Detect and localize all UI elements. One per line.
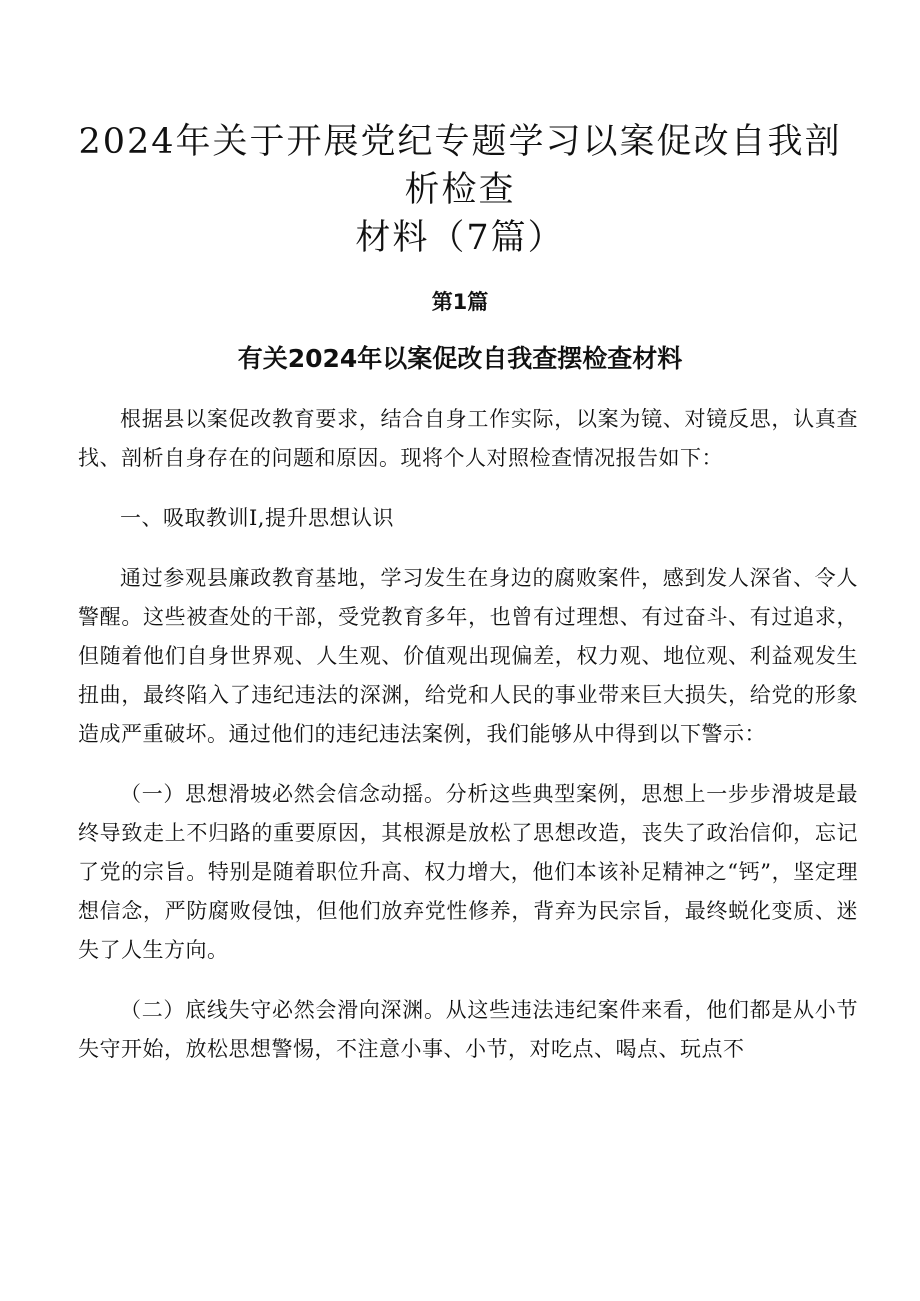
paragraph-point-1: （一）思想滑坡必然会信念动摇。分析这些典型案例，思想上一步步滑坡是最终导致走上不归路的重要原因，其根源是放松了思想改造，丧失了政治信仰，忘记了党的宗旨。特别是随着职位升高、权力增大，他们本该补足精神之“钙”，坚定理想信念，严防腐败侵蚀，但他们放弃党性修养，背弃为民宗旨，最终蜕化变质、迷失了人生方向。 xyxy=(78,782,858,962)
chapter-label: 第1篇 xyxy=(431,290,489,314)
document-title-line-2: 材料（7篇） xyxy=(355,218,565,258)
document-title xyxy=(60,118,860,262)
chapter-title: 有关2024年以案促改自我查摆检查材料 xyxy=(237,344,683,373)
paragraph-intro: 根据县以案促改教育要求，结合自身工作实际，以案为镜、对镜反思，认真查找、剖析自身存在的问题和原因。现将个人对照检查情况报告如下： xyxy=(78,407,858,470)
body-text xyxy=(78,400,858,1090)
paragraph-lessons: 通过参观县廉政教育基地，学习发生在身边的腐败案件，感到发人深省、令人警醒。这些被查处的干部，受党教育多年，也曾有过理想、有过奋斗、有过追求，但随着他们自身世界观、人生观、价值观出现偏差，权力观、地位观、利益观发生扭曲，最终陷入了违纪违法的深渊，给党和人民的事业带来巨大损失，给党的形象造成严重破坏。通过他们的违纪违法案例，我们能够从中得到以下警示： xyxy=(78,566,858,746)
section-heading-1: 一、吸取教训I,提升思想认识 xyxy=(120,506,394,530)
paragraph-point-2: （二）底线失守必然会滑向深渊。从这些违法违纪案件来看，他们都是从小节失守开始，放松思想警惕，不注意小事、小节，对吃点、喝点、玩点不 xyxy=(78,998,858,1061)
document-title-line-1: 2024年关于开展党纪专题学习以案促改自我剖析检查 xyxy=(78,122,842,210)
